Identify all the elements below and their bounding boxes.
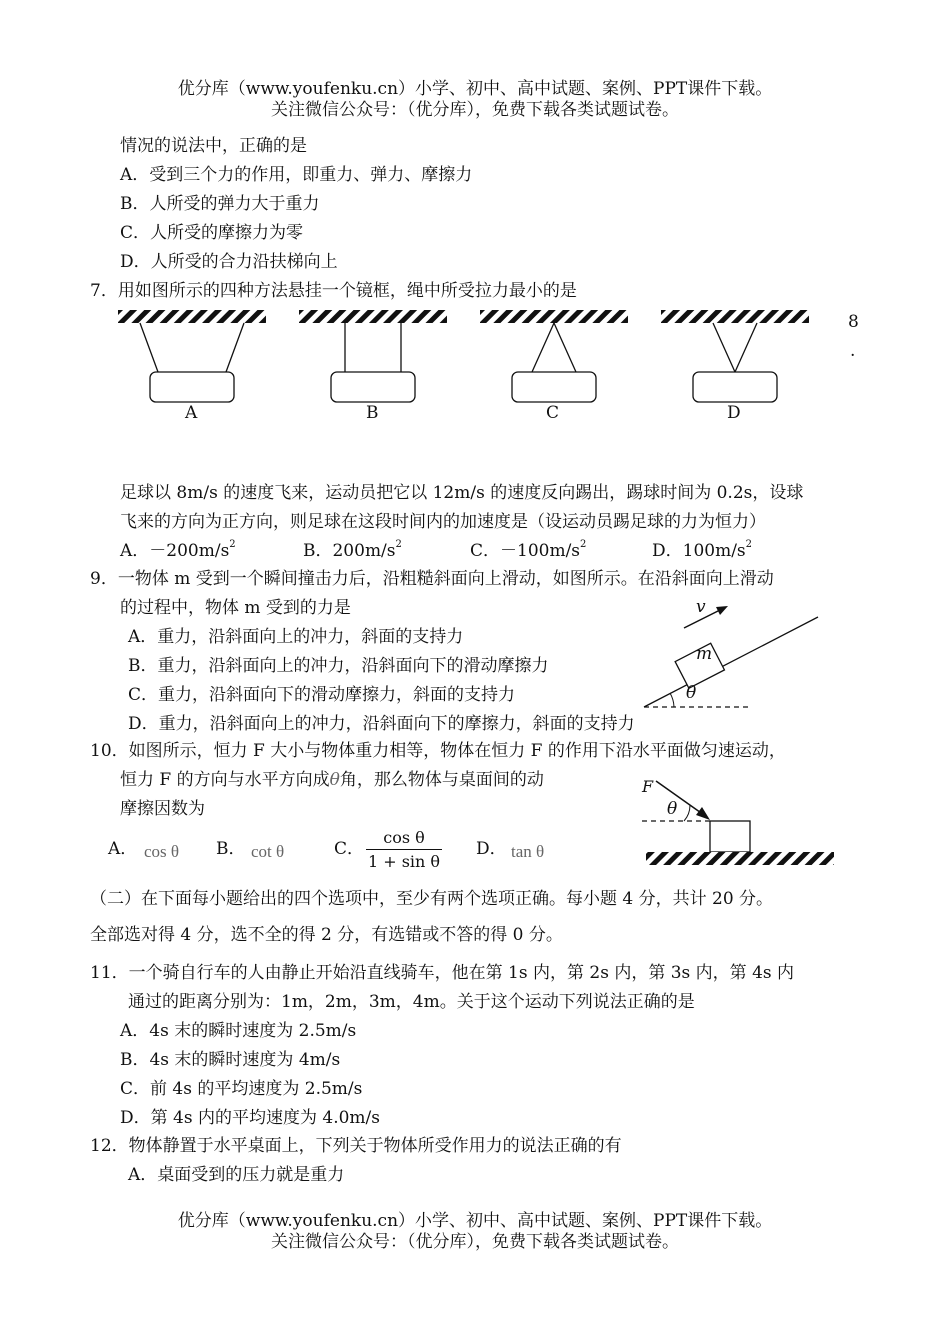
- q8-number-dot: .: [850, 341, 856, 361]
- q8-number: 8: [848, 312, 859, 332]
- q11-option-b: B．4s 末的瞬时速度为 4m/s: [120, 1050, 341, 1070]
- q9-option-c: C．重力，沿斜面向下的滑动摩擦力，斜面的支持力: [128, 685, 516, 705]
- q10-force-figure: [640, 775, 840, 870]
- q11-option-d: D．第 4s 内的平均速度为 4.0m/s: [120, 1108, 380, 1128]
- q7-label-c: C: [546, 403, 560, 423]
- q8-line-1: 足球以 8m/s 的速度飞来，运动员把它以 12m/s 的速度反向踢出，踢球时间为 0.2s，设球: [120, 483, 804, 503]
- q7-label-b: B: [366, 403, 379, 423]
- q7-figure-a: [118, 308, 268, 408]
- q8-option-b: B．$200m/s^2$: [303, 539, 402, 561]
- q7-figure-d: [661, 308, 811, 408]
- q9-fig-theta-label: θ: [686, 683, 697, 703]
- q12-option-a: A．桌面受到的压力就是重力: [128, 1165, 345, 1185]
- q9-option-a: A．重力，沿斜面向上的冲力，斜面的支持力: [128, 627, 464, 647]
- q10-line-1: 10．如图所示，恒力 F 大小与物体重力相等，物体在恒力 F 的作用下沿水平面做匀速运动，: [90, 741, 786, 761]
- q9-option-d: D．重力，沿斜面向上的冲力，沿斜面向下的摩擦力，斜面的支持力: [128, 714, 635, 734]
- q9-line-1: 9．一物体 m 受到一个瞬间撞击力后，沿粗糙斜面向上滑动，如图所示。在沿斜面向上滑动: [90, 569, 774, 589]
- section-2-line-2: 全部选对得 4 分，选不全的得 2 分，有选错或不答的得 0 分。: [90, 925, 563, 945]
- header-line-1: 优分库（www.youfenku.cn）小学、初中、高中试题、案例、PPT课件下载。: [177, 79, 773, 99]
- q9-option-b: B．重力，沿斜面向上的冲力，沿斜面向下的滑动摩擦力: [128, 656, 549, 676]
- q11-option-c: C．前 4s 的平均速度为 2.5m/s: [120, 1079, 363, 1099]
- q10-option-a-letter: A．: [108, 839, 138, 859]
- q6-option-c: C．人所受的摩擦力为零: [120, 223, 304, 243]
- q8-option-c: C．$-100m/s^2$: [470, 539, 587, 561]
- q6-option-d: D．人所受的合力沿扶梯向上: [120, 252, 338, 272]
- q10-option-a-expr: cos θ: [144, 842, 180, 861]
- footer-line-1: 优分库（www.youfenku.cn）小学、初中、高中试题、案例、PPT课件下载。: [177, 1211, 773, 1231]
- q11-line-1: 11．一个骑自行车的人由静止开始沿直线骑车，他在第 1s 内，第 2s 内，第 3s 内，第 4s 内: [90, 963, 795, 983]
- q10-option-b-expr: cot θ: [251, 842, 285, 861]
- q7-label-d: D: [727, 403, 741, 423]
- q10-option-b-letter: B．: [216, 839, 246, 859]
- q10-line-2: 恒力 F 的方向与水平方向成θ角，那么物体与桌面间的动: [120, 770, 544, 790]
- q9-line-2: 的过程中，物体 m 受到的力是: [120, 598, 351, 618]
- q7-figure-b: [299, 308, 449, 408]
- q10-option-c-fraction: [366, 828, 442, 871]
- q7-figure-c: [480, 308, 630, 408]
- q9-incline-figure: [640, 595, 840, 715]
- q11-option-a: A．4s 末的瞬时速度为 2.5m/s: [120, 1021, 357, 1041]
- header-line-2: 关注微信公众号：（优分库），免费下载各类试题试卷。: [271, 100, 679, 120]
- q8-line-2: 飞来的方向为正方向，则足球在这段时间内的加速度是（设运动员踢足球的力为恒力）: [120, 512, 766, 532]
- q10-option-d-letter: D．: [476, 839, 507, 859]
- q8-option-a: A．$-200m/s^2$: [120, 539, 236, 561]
- q11-line-2: 通过的距离分别为：1m，2m，3m，4m。关于这个运动下列说法正确的是: [128, 992, 695, 1012]
- q7-stem: 7．用如图所示的四种方法悬挂一个镜框，绳中所受拉力最小的是: [90, 281, 577, 301]
- section-2-line-1: （二）在下面每小题给出的四个选项中，至少有两个选项正确。每小题 4 分，共计 20 分。: [90, 889, 774, 909]
- q9-fig-m-label: m: [696, 644, 713, 664]
- q8-option-d: D．$100m/s^2$: [652, 539, 753, 561]
- q10-option-d-expr: tan θ: [511, 842, 545, 861]
- q6-option-a: A．受到三个力的作用，即重力、弹力、摩擦力: [120, 165, 473, 185]
- q10-line-3: 摩擦因数为: [120, 799, 205, 819]
- q10-option-c-letter: C．: [334, 839, 365, 859]
- q10-fig-theta-label: θ: [667, 799, 678, 819]
- footer-line-2: 关注微信公众号：（优分库），免费下载各类试题试卷。: [271, 1232, 679, 1252]
- q7-label-a: A: [185, 403, 198, 423]
- q6-option-b: B．人所受的弹力大于重力: [120, 194, 320, 214]
- q9-fig-v-label: v: [696, 597, 706, 617]
- q12-stem: 12．物体静置于水平桌面上，下列关于物体所受作用力的说法正确的有: [90, 1136, 622, 1156]
- q10-fig-f-label: F: [642, 777, 654, 796]
- q10-option-c-numerator: cos θ: [383, 828, 425, 847]
- q10-option-c-denominator: 1 + sin θ: [367, 852, 441, 871]
- q6-tail: 情况的说法中，正确的是: [120, 136, 307, 156]
